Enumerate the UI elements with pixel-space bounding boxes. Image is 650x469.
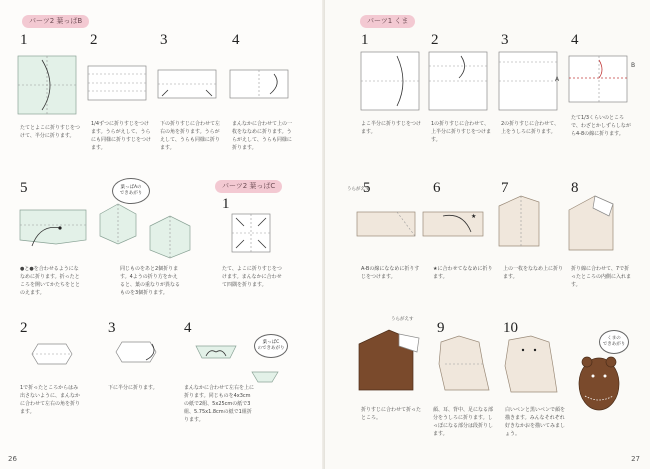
bear-done-bubble: くまの できあがり <box>599 330 629 354</box>
step-number: 1 <box>222 196 230 212</box>
step-number: 8 <box>571 180 579 196</box>
step-caption: 1で折ったところからはみ出さないように、まんなかに合わせて左右の角を折ります。 <box>20 385 81 415</box>
bear-step-5-diagram <box>357 212 419 242</box>
step-number: 10 <box>503 320 518 336</box>
step-caption: 2の折りすじに合わせて、上をうしろに折ります。 <box>501 121 560 135</box>
step-caption: 1の折りすじに合わせて、上半分に折りすじをつけます。 <box>431 121 492 143</box>
step-number: 3 <box>160 32 168 48</box>
leaf-c-finished-diagram <box>252 372 278 384</box>
step-caption: 折りすじに合わせて折ったところ。 <box>361 407 422 421</box>
step-5-diagram <box>20 210 90 250</box>
step-1-diagram <box>18 56 78 116</box>
bear-folded-diagram <box>359 330 429 392</box>
page-number: 27 <box>631 455 640 463</box>
step-caption: まんなかに合わせて上の一枚をななめに折ります。うらがえして、うらも同様に折ります。 <box>232 121 293 151</box>
step-number: 2 <box>20 320 28 336</box>
leaf-c-step-4-diagram <box>196 346 240 364</box>
label-a: A <box>555 76 560 83</box>
step-number: 4 <box>232 32 240 48</box>
leaf-c-step-1-diagram <box>232 214 272 254</box>
bear-step-8-diagram <box>569 196 625 254</box>
step-number: 7 <box>501 180 509 196</box>
step-caption: 顔、耳、背中、足になる部分をうしろに折ります。しっぽになる部分は段折りします。 <box>433 407 494 437</box>
section-title-leaf-b: パーツ2 葉っぱB <box>22 15 89 28</box>
step-number: 2 <box>90 32 98 48</box>
step-caption: 下の折りすじに合わせて左右の角を折ります。うらがえして、うらも同様に折ります。 <box>160 121 221 151</box>
step-caption: 1/4ずつに折りすじをつけます。うらがえして、うらにも同様に折りすじをつけます。 <box>91 121 152 151</box>
step-caption: 白いペンと黒いペンで顔を描きます。みんなそれぞれ好きなかおを描いてみましょう。 <box>505 407 566 437</box>
step-caption: まんなかに合わせて左右を上に折ります。同じものを4x3cmの紙で2組、5x25cmの紙で3組、5.75x1.8cmの紙で1組折ります。 <box>184 385 255 423</box>
turn-over-label-2: うらがえす <box>391 317 414 322</box>
bear-finished-model <box>577 352 625 412</box>
step-2-diagram <box>88 66 148 106</box>
leaf-c-step-3-diagram <box>116 342 160 370</box>
step-caption: ●と●を合わせるようにななめに折ります。折ったところを開いてかたちをととのえます。 <box>20 266 81 296</box>
bear-step-7-diagram <box>499 196 555 254</box>
step-number: 4 <box>184 320 192 336</box>
step-caption: 折り線に合わせて、7で折ったところの内側に入れます。 <box>571 266 632 288</box>
leaf-c-step-2-diagram <box>32 344 76 372</box>
step-number: 2 <box>431 32 439 48</box>
step-caption: 同じものをあと2個折ります。4ようの折り方をかえると、葉の重なりが異なるものを3個折ります。 <box>120 266 181 296</box>
leaf-finished-diagram <box>100 204 200 260</box>
step-number: 6 <box>433 180 441 196</box>
bear-step-3-diagram <box>499 52 559 112</box>
step-number: 5 <box>20 180 28 196</box>
label-b: B <box>631 62 636 69</box>
svg-text:★: ★ <box>471 213 477 220</box>
step-caption: 下に半分に折ります。 <box>108 385 158 391</box>
turn-over-label: うらがえす <box>347 187 370 192</box>
step-caption: 上の一枚をななめ上に折ります。 <box>503 266 564 280</box>
step-number: 5 <box>363 180 371 196</box>
leaf-a-done-bubble: 葉っぱAの できあがり <box>112 178 150 204</box>
section-title-bear: パーツ1 くま <box>360 15 415 28</box>
bear-step-10-diagram <box>501 336 563 396</box>
step-caption: たて、よこに折りすじをつけます。まんなかに合わせて四隅を折ります。 <box>222 266 282 288</box>
step-caption: よこ半分に折りすじをつけます。 <box>361 121 422 135</box>
step-4-diagram <box>230 70 290 104</box>
bear-step-4-diagram <box>569 56 633 106</box>
step-3-diagram <box>158 70 218 104</box>
step-number: 3 <box>501 32 509 48</box>
right-page <box>325 0 650 469</box>
bear-step-1-diagram <box>361 52 421 112</box>
step-number: 4 <box>571 32 579 48</box>
step-caption: A-Bの線にななめに折りすじをつけます。 <box>361 266 420 280</box>
step-number: 1 <box>361 32 369 48</box>
step-number: 1 <box>20 32 28 48</box>
bear-step-2-diagram <box>429 52 489 112</box>
step-caption: たて1/3くらいのところで、わざとかしずらしながら4-8の線に折ります。 <box>571 115 631 137</box>
step-number: 3 <box>108 320 116 336</box>
bear-step-9-diagram <box>435 336 495 396</box>
step-number: 9 <box>437 320 445 336</box>
bear-step-6-diagram <box>423 212 487 242</box>
section-title-leaf-c: パーツ2 葉っぱC <box>215 180 282 193</box>
step-caption: ★に合わせてななめに折ります。 <box>433 266 493 280</box>
step-caption: たてとよこに折りすじをつけて、半分に折ります。 <box>20 125 81 139</box>
leaf-c-done-bubble: 葉っぱC のできあがり <box>254 334 288 358</box>
page-number: 26 <box>8 455 17 463</box>
